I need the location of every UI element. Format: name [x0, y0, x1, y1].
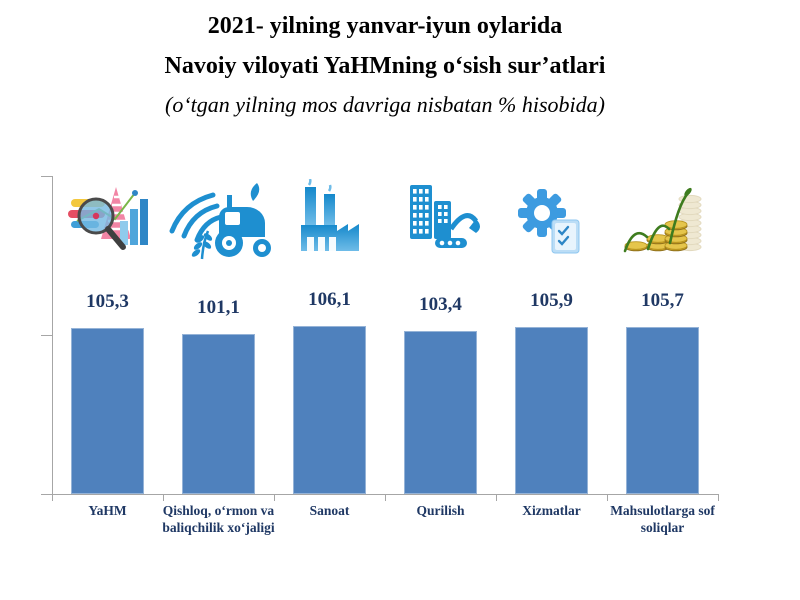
icon-slot-2: [274, 178, 385, 268]
x-axis-tick-6: [718, 494, 719, 501]
chart-subtitle: (o‘tgan yilning mos davriga nisbatan % hisobida): [165, 92, 605, 117]
icon-slot-0: [52, 178, 163, 268]
gear-checklist-icon: [507, 179, 597, 267]
icon-slot-5: [607, 178, 718, 268]
buildings-excavator-icon: [396, 179, 486, 267]
x-axis-tick-5: [607, 494, 608, 501]
category-label-5: Mahsulotlarga sof soliqlar: [610, 503, 715, 535]
bar-4: [515, 327, 588, 494]
category-label-3: Qurilish: [416, 503, 465, 518]
bar-value-3: 103,4: [419, 294, 462, 315]
category-label-4: Xizmatlar: [522, 503, 581, 518]
bar-value-1: 101,1: [197, 297, 240, 318]
magnifier-chart-icon: [63, 179, 153, 267]
bar-0: [71, 328, 144, 494]
chart-title-line2: Navoiy viloyati YaHMning o‘sish sur’atlari: [164, 53, 606, 79]
x-axis-tick-2: [274, 494, 275, 501]
bar-value-5: 105,7: [641, 290, 684, 311]
factory-icon: [285, 179, 375, 267]
category-label-1: Qishloq, o‘rmon va baliqchilik xo‘jaligi: [162, 503, 275, 535]
bar-1: [182, 334, 255, 494]
icon-slot-3: [385, 178, 496, 268]
y-axis-tick-0: [41, 176, 52, 177]
category-label-0: YaHM: [88, 503, 127, 518]
chart-title-block: [0, 6, 770, 124]
tractor-icon: [167, 179, 271, 267]
x-axis-tick-4: [496, 494, 497, 501]
y-axis-tick-2: [41, 494, 52, 495]
y-axis-tick-1: [41, 335, 52, 336]
bar-3: [404, 331, 477, 494]
category-label-2: Sanoat: [309, 503, 350, 518]
bar-value-2: 106,1: [308, 289, 351, 310]
chart-title-line1: 2021- yilning yanvar-iyun oylarida: [207, 13, 563, 39]
x-axis-tick-0: [52, 494, 53, 501]
bar-value-4: 105,9: [530, 290, 573, 311]
coins-growth-icon: [618, 179, 708, 267]
bar-value-0: 105,3: [86, 291, 129, 312]
x-axis-tick-1: [163, 494, 164, 501]
bar-5: [626, 327, 699, 494]
icon-slot-4: [496, 178, 607, 268]
x-axis-tick-3: [385, 494, 386, 501]
icon-slot-1: [163, 178, 274, 268]
bar-2: [293, 326, 366, 494]
